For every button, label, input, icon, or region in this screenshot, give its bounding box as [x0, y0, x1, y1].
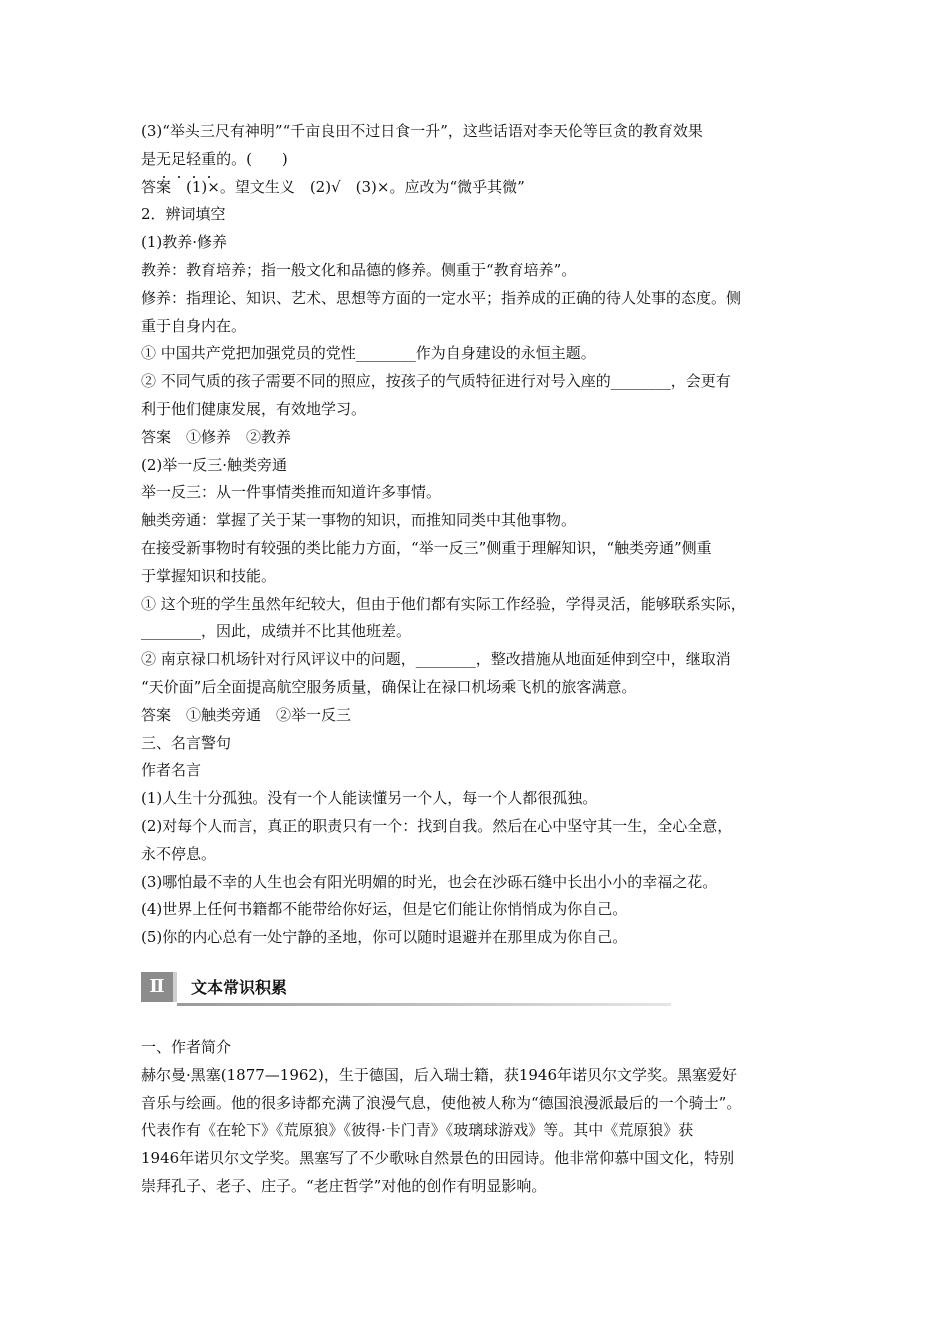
- text-line: 2．辨词填空: [141, 205, 226, 224]
- section-title: 文本常识积累: [191, 977, 288, 997]
- section-badge: Ⅱ: [141, 972, 177, 1002]
- text-line: 一、作者简介: [141, 1037, 232, 1056]
- text-line: 赫尔曼·黑塞(1877—1962)，生于德国，后入瑞士籍，获1946年诺贝尔文学奖。黑塞爱好: [141, 1065, 737, 1084]
- text-line: 答案 ①修养 ②教养: [141, 427, 292, 446]
- text-line: (2)举一反三·触类旁通: [141, 455, 288, 474]
- text-line: ② 不同气质的孩子需要不同的照应，按孩子的气质特征进行对号入座的________，会更有: [141, 372, 731, 391]
- text-line: 答案 (1)×。望文生义 (2)√ (3)×。应改为“微乎其微”: [141, 177, 525, 196]
- text-line: ① 中国共产党把加强党员的党性________作为自身建设的永恒主题。: [141, 344, 596, 363]
- text-line: 教养：教育培养；指一般文化和品德的修养。侧重于“教育培养”。: [141, 260, 577, 279]
- text-line: “天价面”后全面提高航空服务质量，确保让在禄口机场乘飞机的旅客满意。: [141, 677, 637, 696]
- section-header: [141, 972, 821, 1008]
- text-line: 触类旁通：掌握了关于某一事物的知识，而推知同类中其他事物。: [141, 511, 577, 530]
- text-line: (3)哪怕最不幸的人生也会有阳光明媚的时光，也会在沙砾石缝中长出小小的幸福之花。: [141, 872, 718, 891]
- text-line: 永不停息。: [141, 844, 217, 863]
- text-line: (3)“举头三尺有神明”“千亩良田不过日食一升”，这些话语对李天伦等巨贪的教育效果: [141, 122, 703, 140]
- text-line: 答案 ①触类旁通 ②举一反三: [141, 705, 352, 724]
- text-line: 崇拜孔子、老子、庄子。“老庄哲学”对他的创作有明显影响。: [141, 1176, 547, 1195]
- text-line: (1)人生十分孤独。没有一个人能读懂另一个人，每一个人都很孤独。: [141, 789, 598, 808]
- text-line: 作者名言: [141, 761, 202, 780]
- text-line-dotted: 是无足轻重的。( ): [141, 146, 821, 174]
- text-line: ② 南京禄口机场针对行风评议中的问题，________，整改措施从地面延伸到空中，继取消: [141, 650, 731, 669]
- text-line: 代表作有《在轮下》《荒原狼》《彼得·卡门青》《玻璃球游戏》等。其中《荒原狼》获: [141, 1121, 694, 1140]
- text-line: 举一反三：从一件事情类推而知道许多事情。: [141, 483, 442, 502]
- text-line: (1)教养·修养: [141, 233, 228, 252]
- text-line: 三、名言警句: [141, 733, 232, 752]
- document-page: [141, 118, 821, 1201]
- text-line: 利于他们健康发展，有效地学习。: [141, 399, 367, 418]
- text-line: (4)世界上任何书籍都不能带给你好运，但是它们能让你悄悄成为你自己。: [141, 900, 628, 919]
- text-line: 1946年诺贝尔文学奖。黑塞写了不少歌咏自然景色的田园诗。他非常仰慕中国文化，特别: [141, 1149, 735, 1168]
- text-line: (2)对每个人而言，真正的职责只有一个：找到自我。然后在心中坚守其一生，全心全意，: [141, 816, 733, 835]
- bottom-text-block: [141, 1034, 821, 1201]
- top-text-block: [141, 174, 821, 952]
- text-line: 于掌握知识和技能。: [141, 566, 277, 585]
- text-line: 修养：指理论、知识、艺术、思想等方面的一定水平；指养成的正确的待人处事的态度。侧: [141, 288, 742, 307]
- text-line: ① 这个班的学生虽然年纪较大，但由于他们都有实际工作经验，学得灵活，能够联系实际，: [141, 594, 746, 613]
- text-line: 音乐与绘画。他的很多诗都充满了浪漫气息，使他被人称为“德国浪漫派最后的一个骑士”。: [141, 1093, 742, 1112]
- text-line: ________，因此，成绩并不比其他班差。: [141, 622, 412, 641]
- section-rule: [177, 1003, 671, 1006]
- text-line: (5)你的内心总有一处宁静的圣地，你可以随时退避并在那里成为你自己。: [141, 928, 628, 947]
- text-line: 重于自身内在。: [141, 316, 247, 335]
- text-line: 在接受新事物时有较强的类比能力方面，“举一反三”侧重于理解知识，“触类旁通”侧重: [141, 538, 712, 557]
